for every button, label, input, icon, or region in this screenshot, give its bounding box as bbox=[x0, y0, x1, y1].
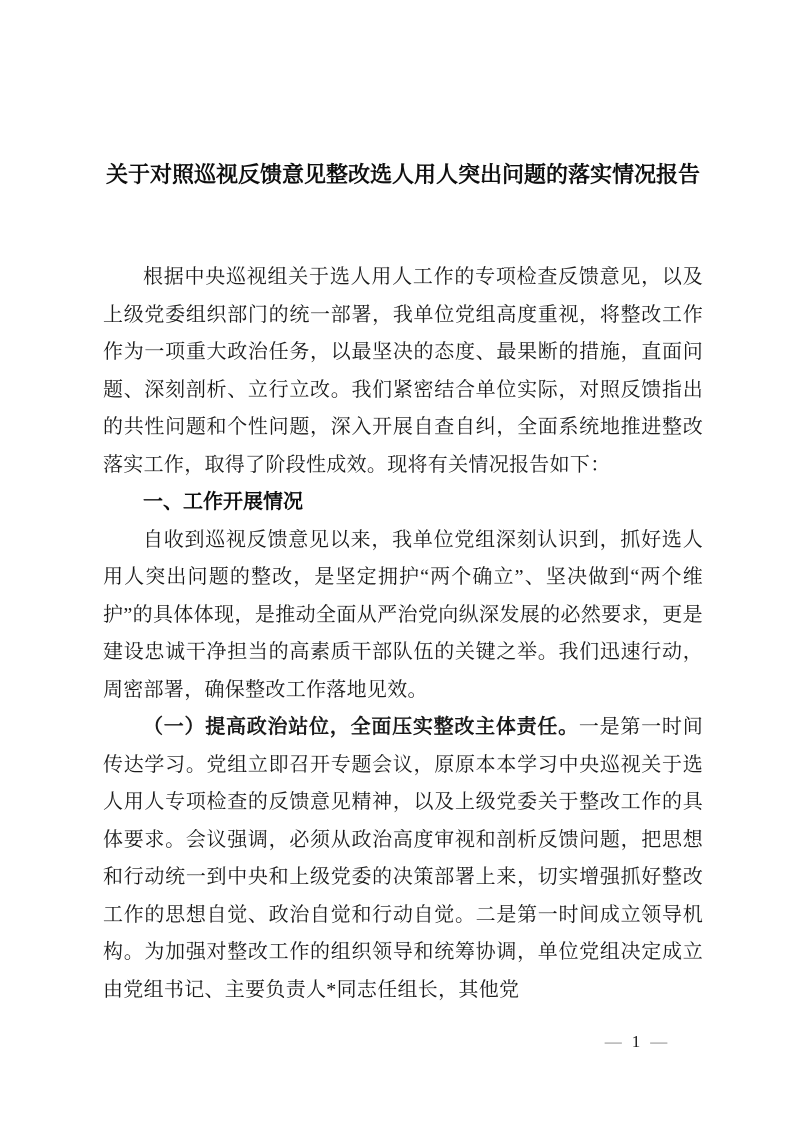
intro-paragraph: 根据中央巡视组关于选人用人工作的专项检查反馈意见，以及上级党委组织部门的统一部署，我单位党组高度重视，将整改工作作为一项重大政治任务，以最坚决的态度、最果断的措施，直面问题、深刻剖析、立行立改。我们紧密结合单位实际，对照反馈指出的共性问题和个性问题，深入开展自查自纠，全面系统地推进整改落实工作，取得了阶段性成效。现将有关情况报告如下： bbox=[103, 266, 703, 476]
page-number: 1 bbox=[631, 1032, 641, 1051]
section-item1-paragraph bbox=[103, 709, 703, 1009]
item1-body-text: 一是第一时间传达学习。党组立即召开专题会议，原原本本学习中央巡视关于选人用人专项检查的反馈意见精神，以及上级党委关于整改工作的具体要求。会议强调，必须从政治高度审视和剖析反馈问题，把思想和行动统一到中央和上级党委的决策部署上来，切实增强抓好整改工作的思想自觉、政治自觉和行动自觉。二是第一时间成立领导机构。为加强对整改工作的组织领导和统筹协调，单位党组决定成立由党组书记、主要负责人*同志任组长，其他党 bbox=[103, 716, 703, 1001]
document-title: 关于对照巡视反馈意见整改选人用人突出问题的落实情况报告 bbox=[105, 162, 700, 187]
page-number-footer bbox=[566, 1031, 706, 1053]
footer-left-dash: — bbox=[604, 1032, 622, 1051]
section-overview-paragraph: 自收到巡视反馈意见以来，我单位党组深刻认识到，抓好选人用人突出问题的整改，是坚定拥护“两个确立”、坚决做到“两个维护”的具体体现，是推动全面从严治党向纵深发展的必然要求，更是建设忠诚干净担当的高素质干部队伍的关键之举。我们迅速行动，周密部署，确保整改工作落地见效。 bbox=[103, 528, 703, 701]
item1-lead-emphasis: （一）提高政治站位，全面压实整改主体责任。 bbox=[143, 716, 579, 738]
footer-right-dash: — bbox=[650, 1032, 668, 1051]
section-heading-work-progress: 一、工作开展情况 bbox=[143, 491, 303, 513]
document-content bbox=[103, 0, 703, 1009]
